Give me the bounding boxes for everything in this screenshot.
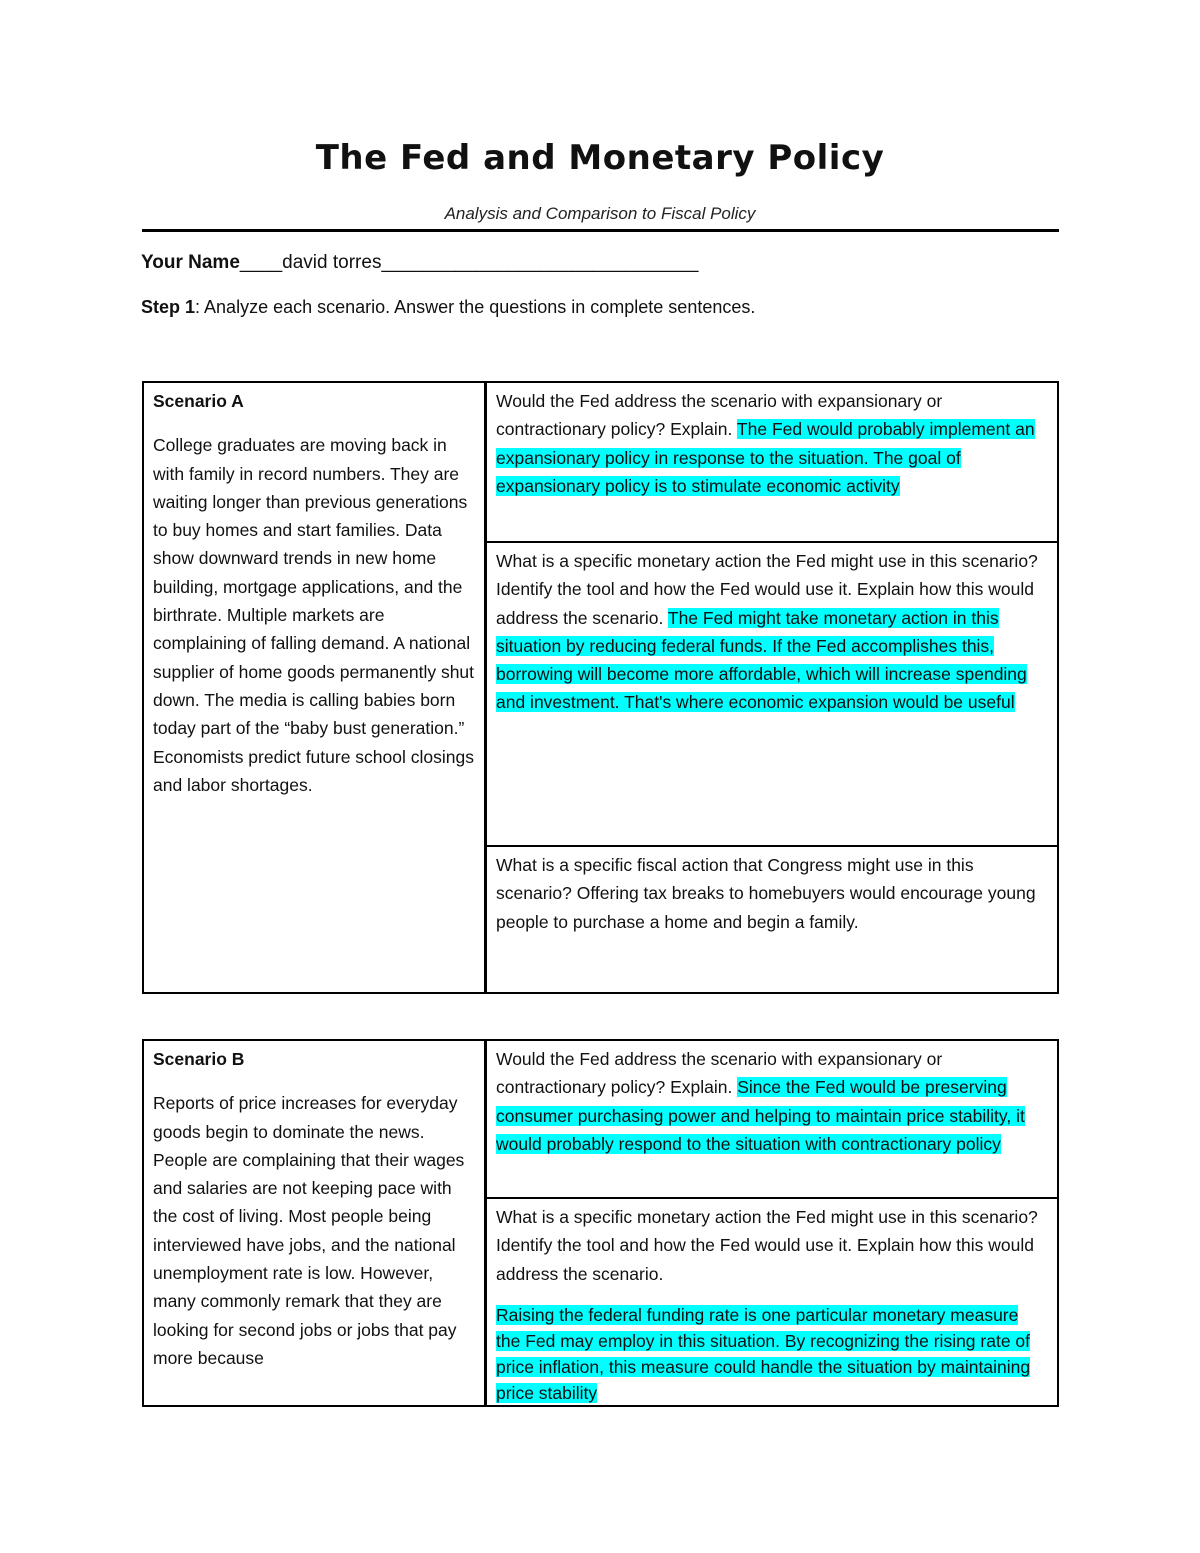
scenario-a-question-1: Would the Fed address the scenario with expansionary or contractionary policy? Explain. (496, 391, 943, 440)
scenario-b-question-1: Would the Fed address the scenario with expansionary or contractionary policy? Explain. (496, 1049, 943, 1098)
scenario-b-answer-2[interactable]: Raising the federal funding rate is one particular monetary measure the Fed may employ in this situation. By recognizing the rising rate of price inflation, this measure could handle the situation by maintaining price stability (496, 1304, 1031, 1403)
name-label: Your Name (141, 252, 240, 273)
scenario-a-heading: Scenario A (153, 391, 244, 411)
scenario-a-table (142, 381, 1059, 994)
scenario-a-answer-1[interactable]: The Fed would probably implement an expansionary policy in response to the situation. The goal of expansionary policy is to stimulate economic activity (496, 419, 1035, 496)
step-text: : Analyze each scenario. Answer the questions in complete sentences. (195, 297, 756, 317)
scenario-a-question-2-cell[interactable] (484, 541, 1059, 847)
scenario-b-question-2: What is a specific monetary action the Fed might use in this scenario? Identify the tool and how the Fed would use it. Explain how this would address the scenario. (496, 1207, 1038, 1284)
scenario-b-answer-1[interactable]: Since the Fed would be preserving consumer purchasing power and helping to maintain price stability, it would probably respond to the situation with contractionary policy (496, 1077, 1025, 1154)
scenario-a-question-2: What is a specific monetary action the Fed might use in this scenario? Identify the tool and how the Fed would use it. Explain how this would address the scenario. (496, 551, 1038, 628)
scenario-a-question-1-cell[interactable] (484, 381, 1059, 543)
page-subtitle: Analysis and Comparison to Fiscal Policy (444, 204, 756, 223)
scenario-b-description: Reports of price increases for everyday goods begin to dominate the news. People are complaining that their wages and salaries are not keeping pace with the cost of living. Most people being interviewed have jobs, and the national unemployment rate is low. However, many commonly remark that they are looking for second jobs or jobs that pay more because (153, 1093, 465, 1368)
name-line (141, 252, 698, 274)
scenario-b-cell (142, 1039, 487, 1407)
scenario-a-answer-2[interactable]: The Fed might take monetary action in this situation by reducing federal funds. If the Fed accomplishes this, borrowing will become more affordable, which will increase spending and investment. That's where economic expansion would be useful (496, 607, 1027, 713)
scenario-b-question-1-cell[interactable] (484, 1039, 1059, 1199)
scenario-b-table (142, 1039, 1059, 1407)
page-title: The Fed and Monetary Policy (315, 138, 885, 178)
scenario-a-description: College graduates are moving back in with family in record numbers. They are waiting longer than previous generations to buy homes and start families. Data show downward trends in new home building, mortgage applications, and the birthrate. Multiple markets are complaining of falling demand. A national supplier of home goods permanently shut down. The media is calling babies born today part of the “baby bust generation.” Economists predict future school closings and labor shortages. (153, 435, 475, 795)
scenario-a-cell (142, 381, 487, 994)
step-label: Step 1 (141, 297, 196, 317)
name-value[interactable]: ____david torres______________________________ (239, 252, 699, 273)
scenario-b-heading: Scenario B (153, 1049, 245, 1069)
title-divider (142, 229, 1059, 232)
scenario-b-question-2-cell[interactable] (484, 1197, 1059, 1407)
scenario-a-question-3-cell[interactable] (484, 845, 1059, 994)
step-instruction (141, 297, 755, 318)
scenario-a-question-3: What is a specific fiscal action that Congress might use in this scenario? Offering tax breaks to homebuyers would encourage young people to purchase a home and begin a family. (496, 855, 1036, 932)
